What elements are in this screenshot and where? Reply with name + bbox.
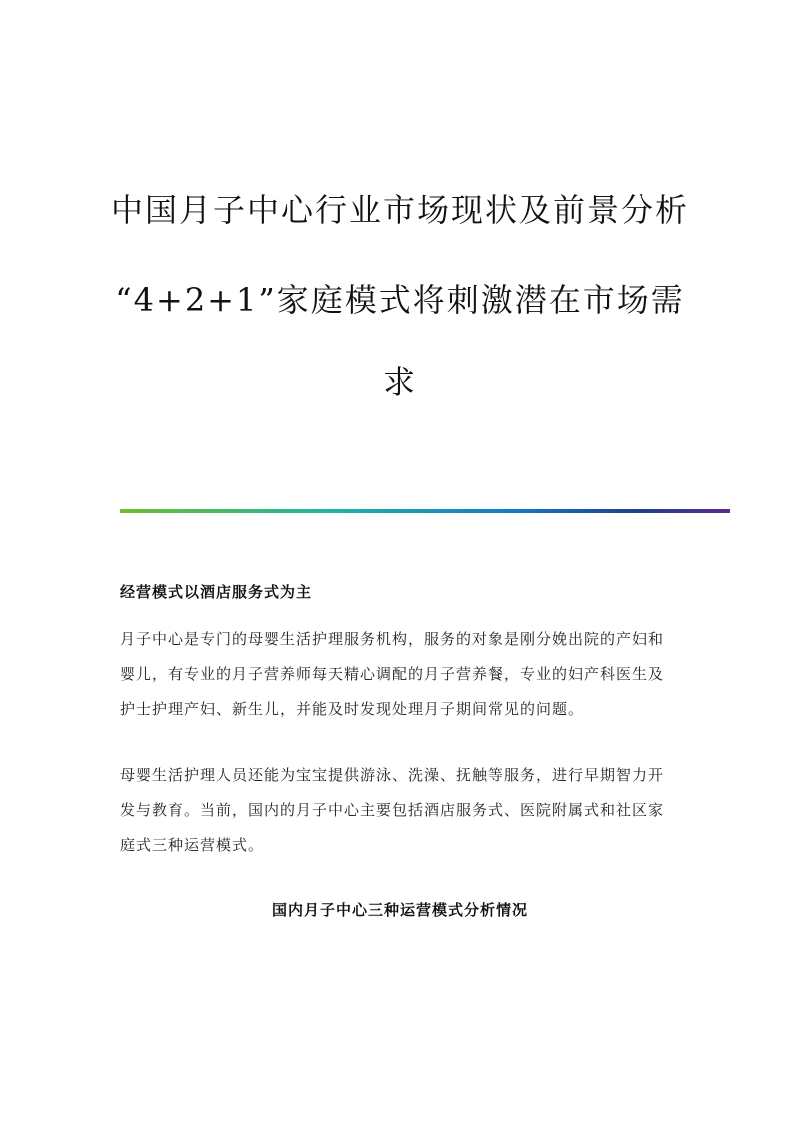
paragraph-1-line-2: 婴儿，有专业的月子营养师每天精心调配的月子营养餐，专业的妇产科医生及 xyxy=(120,665,665,683)
paragraph-2-line-1: 母婴生活护理人员还能为宝宝提供游泳、洗澡、抚触等服务，进行早期智力开 xyxy=(120,766,665,784)
gradient-divider xyxy=(120,509,730,513)
paragraph-2-line-3: 庭式三种运营模式。 xyxy=(120,836,265,854)
title-line-2: “4+2+1”家庭模式将刺激潜在市场需 xyxy=(115,281,685,319)
paragraph-2 xyxy=(120,758,680,863)
paragraph-2-line-2: 发与教育。当前，国内的月子中心主要包括酒店服务式、医院附属式和社区家 xyxy=(120,801,665,819)
paragraph-1-line-3: 护士护理产妇、新生儿，并能及时发现处理月子期间常见的问题。 xyxy=(120,700,585,718)
table-caption: 国内月子中心三种运营模式分析情况 xyxy=(271,901,528,919)
paragraph-1-line-1: 月子中心是专门的母婴生活护理服务机构，服务的对象是刚分娩出院的产妇和 xyxy=(120,630,665,648)
section-heading: 经营模式以酒店服务式为主 xyxy=(120,583,313,601)
title-line-1: 中国月子中心行业市场现状及前景分析 xyxy=(110,191,689,229)
paragraph-1 xyxy=(120,622,680,727)
title-line-3: 求 xyxy=(382,363,417,401)
